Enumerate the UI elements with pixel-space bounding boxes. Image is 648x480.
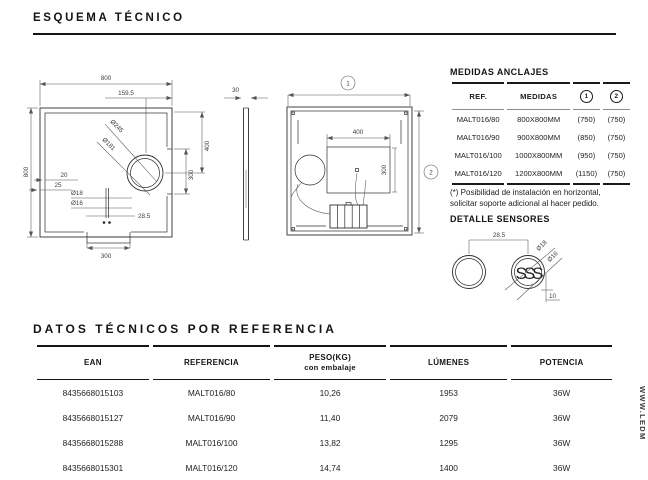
anchors-table [449, 82, 633, 185]
dim-label-offset: 159.5 [118, 90, 134, 97]
sensor-circle-left [453, 256, 486, 289]
dim-label-d18: Ø18 [535, 239, 549, 253]
dim-label-10: 10 [549, 293, 557, 300]
table-row [37, 430, 612, 455]
anchors-table-title: MEDIDAS ANCLAJES [450, 67, 549, 77]
header-rule [33, 33, 616, 35]
mirror-circle [97, 118, 163, 195]
sensor-gap-dim [469, 232, 528, 254]
cell-a1: (1150) [573, 165, 600, 186]
cell-ref: MALT016/80 [456, 114, 500, 124]
cell-a2: (750) [603, 165, 630, 186]
col-peso [274, 345, 386, 380]
cell-peso: 11,40 [319, 412, 341, 423]
cell-medidas: 1000X800MM [515, 150, 563, 160]
callout-1-badge [341, 76, 355, 90]
dim-label-right400: 400 [204, 140, 211, 152]
anchor-plate [327, 129, 397, 193]
table-row [452, 128, 630, 146]
circled-1-icon: 1 [580, 90, 593, 103]
dim-label-height: 800 [23, 166, 30, 178]
cell-a1: (950) [577, 150, 596, 160]
cell-medidas: 1200X800MM [507, 165, 570, 186]
cell-medidas: 800X800MM [517, 114, 561, 124]
driver-box [330, 173, 367, 228]
tech-section-title: DATOS TÉCNICOS POR REFERENCIA [33, 322, 337, 336]
cell-ean: 8435668015103 [62, 387, 124, 398]
cell-potencia: 36W [553, 387, 571, 398]
svg-text:1: 1 [346, 80, 350, 88]
sensor-holes [71, 188, 151, 224]
back-outline [287, 107, 412, 235]
cell-ref: MALT016/80 [187, 387, 236, 398]
col-peso-main: PESO(KG) [309, 353, 352, 362]
col-ean: EAN [37, 345, 149, 380]
col-ref: REF. [452, 82, 504, 110]
cell-ref: MALT016/90 [456, 132, 500, 142]
cell-lumenes: 2079 [439, 412, 458, 423]
cell-ref: MALT016/100 [454, 150, 502, 160]
dim-label-hole-offset: 28.5 [138, 213, 151, 220]
sensor-circle-right [512, 256, 545, 289]
col-potencia: POTENCIA [511, 345, 612, 380]
junction-circle [291, 155, 330, 214]
cell-medidas: 900X800MM [517, 132, 561, 142]
cell-ean: 8435668015288 [62, 437, 124, 448]
dim-label-25: 25 [54, 182, 62, 189]
cell-lumenes: 1400 [439, 462, 458, 473]
cell-potencia: 36W [553, 437, 571, 448]
cell-peso: 13,82 [319, 437, 341, 448]
cell-ean: 8435668015127 [62, 412, 124, 423]
cell-peso: 14,74 [319, 462, 341, 473]
profile-view-drawing [222, 78, 274, 250]
col-peso-sub: con embalaje [304, 363, 356, 372]
sensor-symbol: SSS [515, 264, 541, 283]
dim-label-right300: 300 [188, 169, 195, 181]
profile-bar [244, 108, 249, 240]
cell-peso: 10,26 [319, 387, 341, 398]
dim-label-width: 800 [100, 75, 112, 82]
col-anchor1 [573, 82, 600, 110]
table-row [452, 165, 630, 186]
circled-2-icon: 2 [610, 90, 623, 103]
tech-table [33, 345, 616, 480]
cell-ref: MALT016/120 [185, 462, 238, 473]
cell-ref: MALT016/100 [185, 437, 238, 448]
note-line1: (*) Posibilidad de instalación en horizontal, [450, 188, 601, 197]
cell-potencia: 36W [553, 412, 571, 423]
cell-lumenes: 1953 [439, 387, 458, 398]
cell-ean: 8435668015301 [62, 462, 124, 473]
dim-label-gap: 28.5 [492, 232, 506, 239]
svg-text:2: 2 [429, 169, 433, 177]
table-row [37, 380, 612, 405]
table-row [452, 146, 630, 164]
dim-label-bottom300: 300 [100, 253, 112, 260]
sensor-detail-title: DETALLE SENSORES [450, 214, 550, 224]
col-medidas: MEDIDAS [507, 82, 570, 110]
dim-label-hole16: Ø16 [71, 200, 83, 207]
cell-a2: (750) [607, 150, 626, 160]
cell-lumenes: 1295 [439, 437, 458, 448]
anchors-header-row [452, 82, 630, 110]
col-anchor2 [603, 82, 630, 110]
callout-2-badge [414, 111, 438, 233]
dim-label-20: 20 [60, 172, 68, 179]
cell-a1: (750) [577, 114, 596, 124]
front-right-bottom-dims [87, 112, 211, 260]
cell-a2: (750) [607, 114, 626, 124]
table-row [452, 110, 630, 128]
dim-label-plate-h: 300 [381, 164, 388, 176]
front-view-drawing [20, 58, 225, 320]
cell-ref: MALT016/90 [187, 412, 236, 423]
cell-a1: (850) [577, 132, 596, 142]
table-row [37, 455, 612, 480]
installation-note [450, 188, 646, 209]
brand-vertical-text: WWW.LEDM [638, 386, 647, 441]
sensor-detail-drawing [443, 226, 643, 316]
front-frame-dims [29, 172, 78, 190]
cell-a2: (750) [607, 132, 626, 142]
dim-label-plate-w: 400 [352, 129, 364, 136]
col-referencia: REFERENCIA [153, 345, 270, 380]
dim-label-dia-outer: Ø245 [108, 118, 125, 135]
cell-ref: MALT016/120 [452, 165, 504, 186]
col-lumenes: LÚMENES [390, 345, 507, 380]
table-row [37, 405, 612, 430]
dim-label-d16: Ø16 [546, 250, 560, 264]
cell-potencia: 36W [553, 462, 571, 473]
dim-label-dia-inner: Ø181 [100, 136, 117, 153]
dim-label-thickness: 30 [232, 87, 240, 94]
page-title: ESQUEMA TÉCNICO [33, 12, 185, 24]
back-top-dim [288, 95, 410, 106]
back-view-drawing [278, 60, 448, 290]
note-line2: solicitar soporte adicional al hacer pedido. [450, 198, 599, 208]
dim-label-hole18: Ø18 [71, 190, 83, 197]
tech-header-row [37, 345, 612, 380]
